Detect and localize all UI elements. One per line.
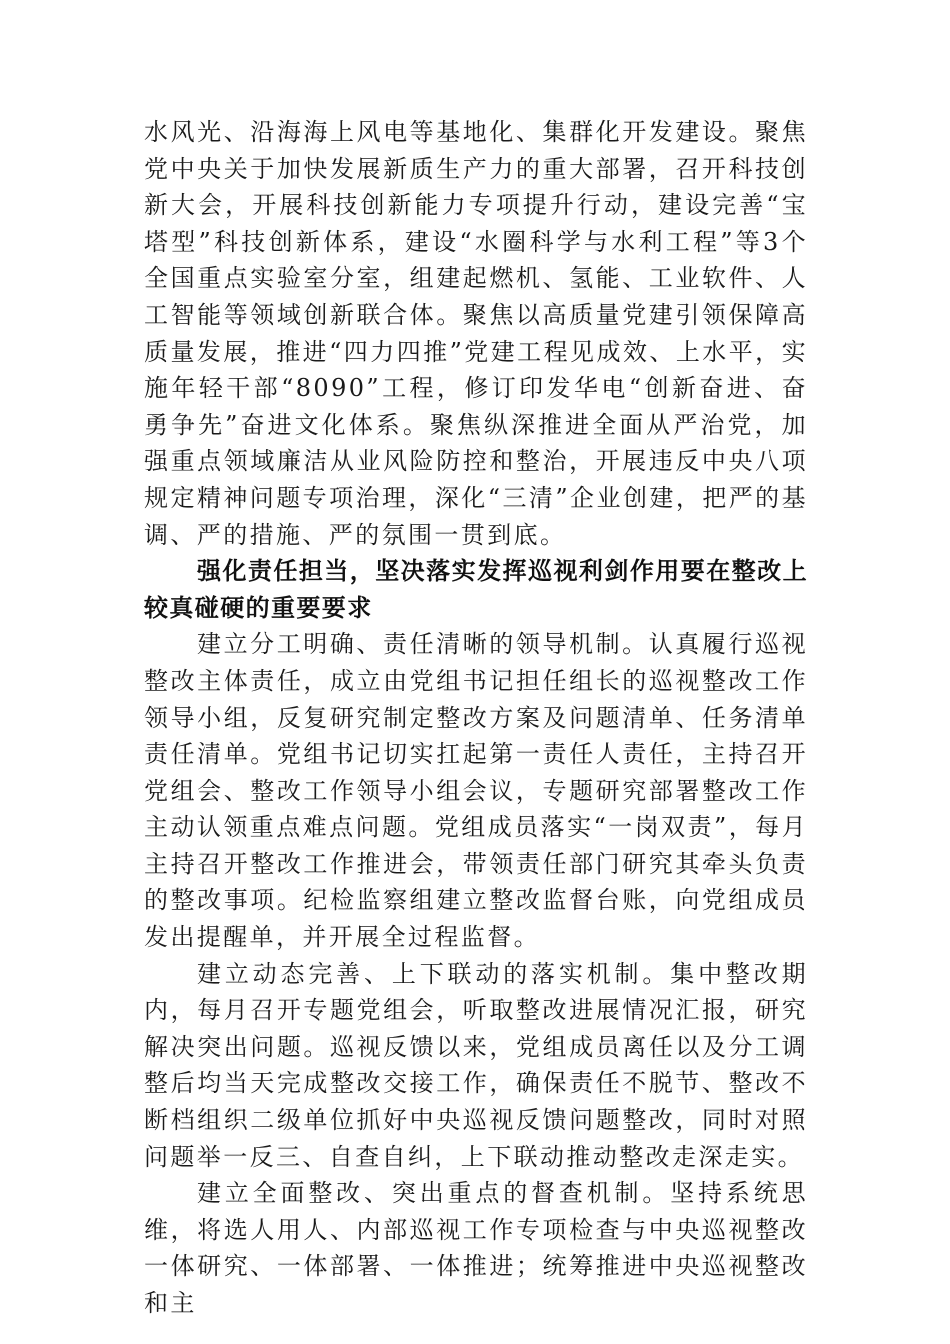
document-body bbox=[144, 114, 808, 1322]
paragraph-implementation-mechanism: 建立动态完善、上下联动的落实机制。集中整改期内，每月召开专题党组会，听取整改进展情况汇报，研究解决突出问题。巡视反馈以来，党组成员离任以及分工调整后均当天完成整改交接工作，确保责任不脱节、整改不断档组织二级单位抓好中央巡视反馈问题整改，同时对照问题举一反三、自查自纠，上下联动推动整改走深走实。 bbox=[144, 959, 808, 1171]
paragraph-supervision-mechanism: 建立全面整改、突出重点的督查机制。坚持系统思维，将选人用人、内部巡视工作专项检查与中央巡视整改一体研究、一体部署、一体推进；统筹推进中央巡视整改和主 bbox=[144, 1179, 808, 1317]
paragraph-continuation: 水风光、沿海海上风电等基地化、集群化开发建设。聚焦党中央关于加快发展新质生产力的重大部署，召开科技创新大会，开展科技创新能力专项提升行动，建设完善“宝塔型”科技创新体系，建设“水圈科学与水利工程”等3个全国重点实验室分室，组建起燃机、氢能、工业软件、人工智能等领域创新联合体。聚焦以高质量党建引领保障高质量发展，推进“四力四推”党建工程见成效、上水平，实施年轻干部“8090”工程，修订印发华电“创新奋进、奋勇争先”奋进文化体系。聚焦纵深推进全面从严治党，加强重点领域廉洁从业风险防控和整治，开展违反中央八项规定精神问题专项治理，深化“三清”企业创建，把严的基调、严的措施、严的氛围一贯到底。 bbox=[144, 118, 808, 549]
section-heading: 强化责任担当，坚决落实发挥巡视利剑作用要在整改上较真碰硬的重要要求 bbox=[144, 557, 808, 622]
paragraph-leadership-mechanism: 建立分工明确、责任清晰的领导机制。认真履行巡视整改主体责任，成立由党组书记担任组长的巡视整改工作领导小组，反复研究制定整改方案及问题清单、任务清单责任清单。党组书记切实扛起第一责任人责任，主持召开党组会、整改工作领导小组会议，专题研究部署整改工作主动认领重点难点问题。党组成员落实“一岗双责”，每月主持召开整改工作推进会，带领责任部门研究其牵头负责的整改事项。纪检监察组建立整改监督台账，向党组成员发出提醒单，并开展全过程监督。 bbox=[144, 630, 808, 952]
